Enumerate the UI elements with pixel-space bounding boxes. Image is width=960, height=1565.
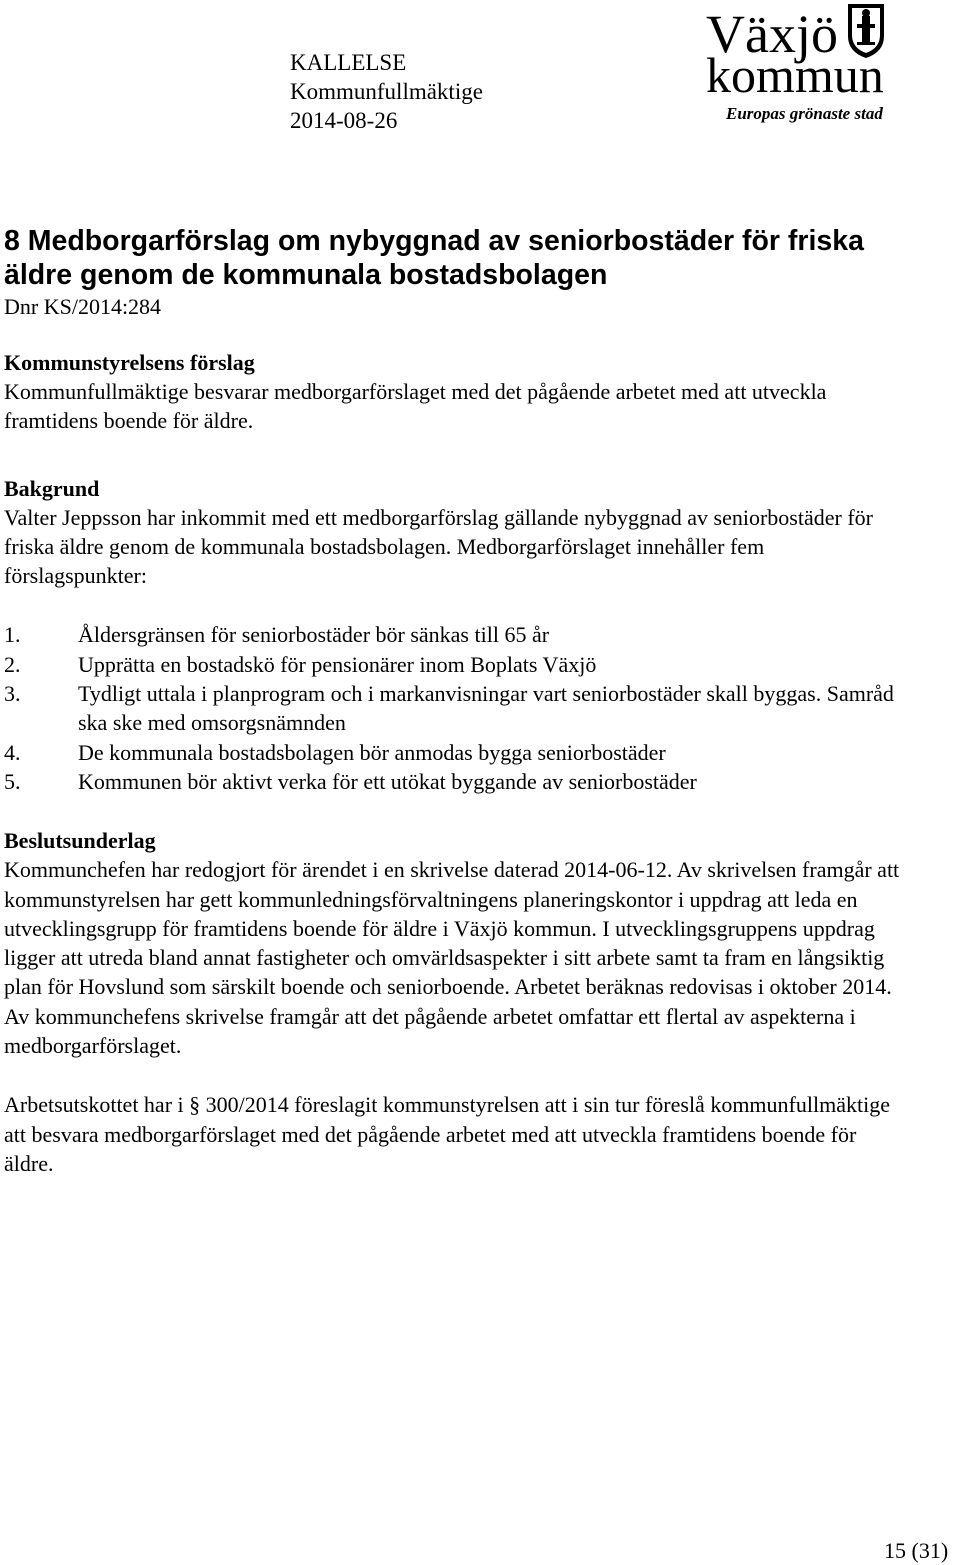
list-item-number: 1. xyxy=(4,622,21,648)
list-item-number: 2. xyxy=(4,651,21,677)
list-item-number: 3. xyxy=(4,681,21,707)
list-item xyxy=(4,767,904,796)
diary-number: Dnr KS/2014:284 xyxy=(4,294,162,319)
meeting-body: Kommunfullmäktige xyxy=(290,79,483,104)
proposal-points-list xyxy=(4,620,904,796)
bakgrund-text: Valter Jeppsson har inkommit med ett medborgarförslag gällande nybyggnad av seniorbostäder för friska äldre genom de kommunala bostadsbolagen. Medborgarförslaget innehåller fem förslagspunkter: xyxy=(4,504,873,589)
list-item xyxy=(4,679,904,738)
list-item-text: Åldersgränsen för seniorbostäder bör sänkas till 65 år xyxy=(78,622,550,648)
forslag-text: Kommunfullmäktige besvarar medborgarförslaget med det pågående arbetet med att utveckla framtidens boende för äldre. xyxy=(4,379,827,434)
logo-line1: Växjö xyxy=(706,4,838,64)
matter-title: 8 Medborgarförslag om nybyggnad av seniorbostäder för friska äldre genom de kommunala bostadsbolagen xyxy=(4,225,864,291)
document-header xyxy=(290,48,483,135)
document-body xyxy=(4,224,904,1178)
list-item xyxy=(4,738,904,767)
list-item-number: 4. xyxy=(4,739,21,765)
beslutsunderlag-text: Kommunchefen har redogjort för ärendet i en skrivelse daterad 2014-06-12. Av skrivelsen framgår att kommunstyrelsen har gett kommunledningsförvaltningens planeringskontor i uppdrag att leda en utvecklingsgrupp för framtidens boende för äldre i Växjö kommun. I utvecklingsgruppens uppdrag ligger att utreda bland annat fastigheter och omvärldsaspekter i sitt arbete samt ta fram en långsiktig plan för Hovslund som särskilt boende och seniorboende. Arbetet beräknas redovisas i oktober 2014. Av kommunchefens skrivelse framgår att det pågående arbetet omfattar ett flertal av aspekterna i medborgarförslaget. xyxy=(4,857,900,1059)
vaxjo-kommun-logo xyxy=(706,2,916,126)
page-number: 15 (31) xyxy=(884,1538,949,1563)
list-item-number: 5. xyxy=(4,768,21,794)
meeting-date: 2014-08-26 xyxy=(290,108,398,133)
list-item-text: Tydligt uttala i planprogram och i markanvisningar vart seniorbostäder skall byggas. Samråd ska ske med omsorgsnämnden xyxy=(78,681,894,736)
section-heading-beslutsunderlag: Beslutsunderlag xyxy=(4,828,156,854)
logo-tagline: Europas grönaste stad xyxy=(726,104,883,123)
section-heading-forslag: Kommunstyrelsens förslag xyxy=(4,350,255,375)
section-heading-bakgrund: Bakgrund xyxy=(4,475,100,501)
logo-line2: kommun xyxy=(706,47,884,103)
document-type: KALLELSE xyxy=(290,50,407,75)
list-item xyxy=(4,620,904,649)
list-item-text: Upprätta en bostadskö för pensionärer inom Boplats Växjö xyxy=(78,651,597,677)
list-item xyxy=(4,650,904,679)
list-item-text: Kommunen bör aktivt verka för ett utökat byggande av seniorbostäder xyxy=(78,768,697,794)
list-item-text: De kommunala bostadsbolagen bör anmodas bygga seniorbostäder xyxy=(78,739,666,765)
arbetsutskottet-text: Arbetsutskottet har i § 300/2014 föreslagit kommunstyrelsen att i sin tur föreslå kommunfullmäktige att besvara medborgarförslaget med det pågående arbetet med att utveckla framtidens boende för äldre. xyxy=(4,1092,890,1176)
